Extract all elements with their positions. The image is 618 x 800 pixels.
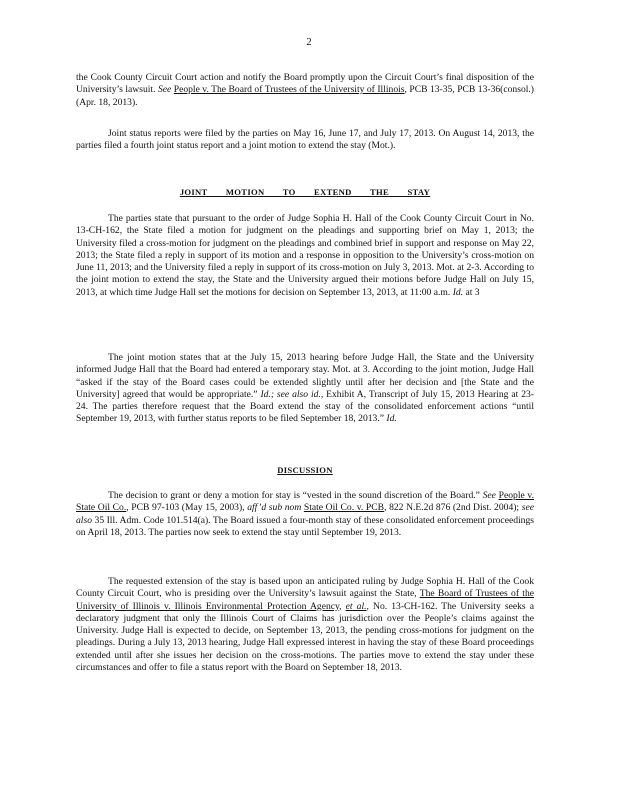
- text: at 3: [465, 286, 480, 298]
- page-number: 2: [306, 37, 312, 48]
- paragraph-requested-extension: [76, 576, 534, 674]
- text: The requested extension of the stay is based upon an anticipated ruling by Judge Sophia H. Hall of the Cook County Circuit Court, who is presiding over the University’s lawsuit against the State,: [76, 576, 534, 600]
- text: Joint status reports were filed by the parties on May 16, June 17, and July 17, 2013. On August 14, 2013, the parties filed a fourth joint status report and a joint motion to extend the stay (Mot.).: [76, 128, 534, 152]
- case-citation: The Board of Trustees of the University of Illinois v. Illinois Environmental Protection Agency,: [76, 588, 534, 612]
- case-citation: People v. The Board of Trustees of the University of Illinois: [173, 84, 405, 96]
- text: , No. 13-CH-162. The University seeks a declaratory judgment that only the Illinois Court of Claims has jurisdiction over the People’s claims against the University. Judge Hall is expected to decide, on September 13, 2013, the pending cross-motions for judgment on the pleadings. During a July 13, 2013 hearing, Judge Hall expressed interest in having the stay of these Board proceedings extended until after she issues her decision on the cross-motions. The parties move to extend the stay under these circumstances and offer to file a status report with the Board on September 18, 2013.: [76, 600, 534, 674]
- case-citation: State Oil Co. v. PCB: [303, 502, 385, 514]
- citation-id: Id.; see also id.: [260, 388, 321, 400]
- text: The parties state that pursuant to the order of Judge Sophia H. Hall of the Cook County Circuit Court in No. 13-CH-162, the State filed a motion for judgment on the pleadings and supporting brief on May 1, 2013; the University filed a cross-motion for judgment on the pleadings and combined brief in support and response on May 22, 2013; the State filed a reply in support of its motion and a response in opposition to the University’s cross-motion on June 11, 2013; and the University filed a reply in support of its cross-motion on July 3, 2013. Mot. at 2-3. According to the joint motion to extend the stay, the State and the University argued their motions before Judge Hall on July 15, 2013, at which time Judge Hall set the motions for decision on September 13, 2013, at 11:00 a.m.: [76, 213, 534, 298]
- heading-text: DISCUSSION: [277, 465, 333, 475]
- signal-see-also: see also: [76, 502, 534, 526]
- text: , 822 N.E.2d 876 (2nd Dist. 2004);: [384, 502, 520, 514]
- paragraph-hearing: [76, 352, 534, 426]
- signal-et-al: et al.: [345, 600, 367, 612]
- signal-see: See: [157, 84, 172, 96]
- text: , PCB 97-103 (May 15, 2003),: [126, 502, 245, 514]
- section-heading-discussion: [76, 464, 534, 476]
- heading-text: JOINT MOTION TO EXTEND THE STAY: [179, 187, 431, 197]
- text: , PCB 13-35, PCB 13-36(consol.) (Apr. 18, 2013).: [76, 84, 534, 108]
- paragraph-continuation: [76, 72, 534, 109]
- paragraph-status-reports: [76, 128, 534, 153]
- paragraph-parties-state: [76, 213, 534, 299]
- text: 35 Ill. Adm. Code 101.514(a). The Board issued a four-month stay of these consolidated enforcement proceedings on April 18, 2013. The parties now seek to extend the stay until September 19, 2013.: [76, 514, 534, 538]
- citation-id: Id.: [386, 413, 397, 425]
- signal-see: See: [482, 490, 496, 501]
- signal-affd: aff’d sub nom: [247, 502, 302, 514]
- text: The joint motion states that at the July 15, 2013 hearing before Judge Hall, the State and the University informed Judge Hall that the Board had entered a temporary stay. Mot. at 3. According to the joint motion, Judge Hall “asked if the stay of the Board cases could be extended slightly until after her decision and [the State and the University] agreed that would be appropriate.”: [76, 352, 534, 400]
- section-heading-joint-motion: [76, 186, 534, 198]
- paragraph-discretion: [76, 490, 534, 539]
- text: The decision to grant or deny a motion for stay is “vested in the sound discretion of the Board.”: [108, 490, 480, 501]
- citation-id: Id.: [452, 286, 464, 298]
- text: , Exhibit A, Transcript of July 15, 2013 Hearing at 23-24. The parties therefore request that the Board extend the stay of the consolidated enforcement actions “until September 19, 2013, with further status reports to be filed September 18, 2013.”: [76, 388, 534, 425]
- text: the Cook County Circuit Court action and notify the Board promptly upon the Circuit Court’s final disposition of the University’s lawsuit.: [76, 72, 534, 96]
- case-citation: People v. State Oil Co.: [76, 490, 534, 514]
